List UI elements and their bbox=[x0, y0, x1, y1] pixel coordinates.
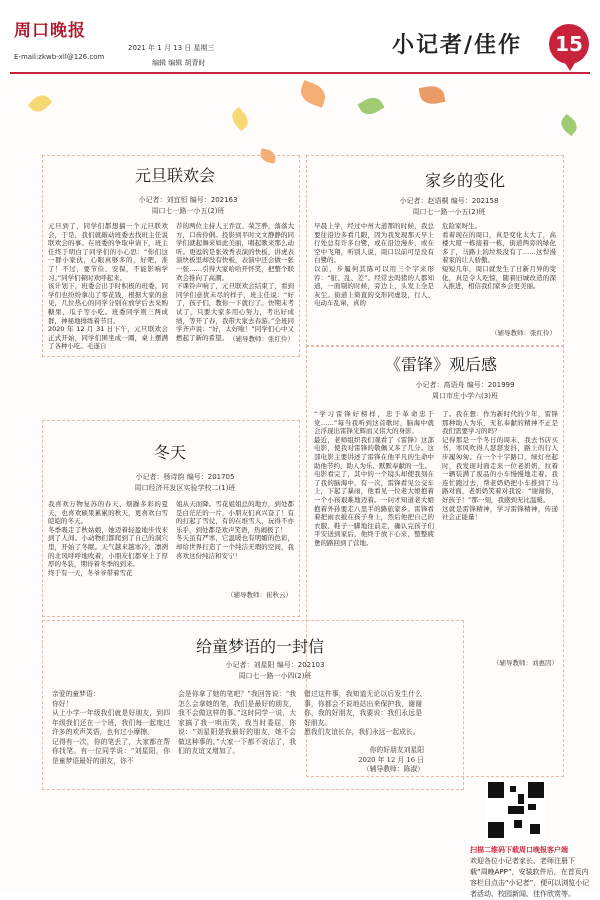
article-title: 冬天 bbox=[153, 443, 186, 462]
article-column: “学习雷锋好榜样，忠于革命忠于党……”每当我听到这首歌时，脑海中就会浮现出雷锋光辉而又伟大的身影。 最近，老师组织我们观看了《雷锋》这部电影，使我对雷锋的敬佩又多了几分。这部电影主要讲述了雷锋在他平凡的生命中助他节约、助人为乐、默默奉献的一生。 电影看完了，其中的一个镜头却使我刻在了我的脑海中，有一次，雷锋看见公交车上，下起了暴雨，他看见一位老大娘抱着一个小孩艰难地迈着。一问才知道老大娘抱着外孙要走八里半的路旅家乡。雷锋看着把雨衣披在孩子身上，然后他把自己的衣服、鞋子一脚地往前走，确认完孩子们平安送到家后，他终于放下心来，整整疲惫的路回到了营地。 bbox=[314, 410, 434, 547]
section-title: 小记者/佳作 bbox=[392, 32, 523, 58]
qr-module bbox=[518, 794, 524, 804]
promo-text: 欢迎各位小记者家长、老师注册下载“周晚APP”，安装软件后，在首页内容栏目点击“小记者”，便可以浏览小记者活动、校园新闻、佳作欣赏等。 bbox=[470, 857, 590, 898]
qr-finder bbox=[488, 782, 504, 798]
article-byline: 小记者：赵语桐 编号：202158 bbox=[399, 197, 499, 205]
article-school: 周口七一路一小五(2)班 bbox=[412, 208, 486, 216]
article-school: 周口七一路一小五(2)班 bbox=[151, 207, 225, 215]
teacher-credit: （辅导教师：张红伶） bbox=[229, 335, 294, 343]
article-column: 元旦到了，同学们都想搞一个元旦联欢会，于是，我们就敲动班委去找班主任说联欢会的事。在班委的争取申请下，班主任终于明白了同学们的小心思：“你们这一群小家伙，心眼真够多的，好吧，准了！不过，要节俭、安保，不能影响学习。”同学们顿时欢呼起来。 该计划下，班委会出手时积极的班委，同学们也纷纷拿出了零花钱，根据大家的意见，几位热心的同学分别在放学后去采购糖果、瓜子等小吃。班委同学则三两成群，神秘地排练着节目。 2020 年 12 月 31 日下午，元旦联欢会正式开始，同学们围坐成一圈，桌上摆满了各种小吃。毛遂自 bbox=[48, 222, 168, 351]
letter-column: 会是你拿了她的笔吧？”我回答说：“我怎么会拿她的笔，我们是最好的朋友，我不会做这样的事。”这时同学一说，大家搞了我一哄而笑，我当时委屈，你说：“刘星阳是我最好的朋友，她不会做这种事的。”大家一下都不说话了，我们的友谊又增加了。 bbox=[178, 690, 296, 755]
article-title: 家乡的变化 bbox=[424, 171, 505, 190]
article-column: 荐的两位主持人王乔宣、荣芝骅，落落大方，口齿伶俐。投影到平时文文静静的同学们就起舞来如此美丽，唱起歌来那么动听。更逗的是张效秀表演的快板，讲虎表演快板里却没有快板，表演中还会做一张一张……引得大家哈哈开怀笑，把整个联欢会推向了高潮。 下课铃声响了，元旦联欢会结束了，看到同学们意犹未尽的样子，班主任说：“好了，孩子们，教你一下就行了。快期末考试了，只要大家多用心努力，考出好成绩，等开了春，我带大家去春游。”全班同学齐声说：“好，太好啦！”同学们心中又燃起了新的希望。 bbox=[176, 222, 294, 342]
page-number-badge: 15 bbox=[549, 24, 589, 64]
qr-module bbox=[514, 820, 522, 828]
article-school: 周口七一路一小四(2)班 bbox=[238, 672, 312, 680]
article-title: 元旦联欢会 bbox=[134, 166, 215, 185]
decorative-leaf bbox=[28, 91, 53, 116]
qr-finder bbox=[488, 822, 504, 838]
qr-caption: 扫描二维码下载周口晚报客户端 bbox=[470, 846, 568, 854]
article-column: 危险家呀生。 看着现在的周口，真是变化太大了，高楼大厦一栋接着一栋，街道两旁的绿化多了，马路上的垃圾没有了……这悍漫着家的让人骄傲。 短短几年，周口就发生了日新月异的变化，真是令人吃惊，随着旧城改造的深入推进，相信我们家乡会更美丽。 bbox=[442, 222, 556, 291]
letter-column: 亲爱的童梦语： 你好！ 从上小学一年级我们就是好朋友，到四年级我们还在一个班，我们每一起度过许多的欢声笑语，也有过小摩擦。 记得有一次，你的笔丢了，大家都在帮你找笔。有一位同学说：“刘星阳，你是童梦语最好的朋友，你不 bbox=[52, 690, 170, 765]
issue-date: 2021 年 1 月 13 日 星期三 bbox=[128, 44, 215, 52]
article-column: 姐从天而降。雪花姐姐总的地方，到处都是白茫茫的一片，小朋友们真兴奋了！有的打起了雪仗，有的在堆雪人，玩得不亦乐乎，到处都是欢声笑语，热闹极了！ 冬天虽有严寒，它温暖也有明媚的色彩，却给世界打造了一个纯洁无瑕的空间，我喜欢这份纯洁和安宁！ bbox=[176, 500, 294, 560]
editor-credit: 编辑 编辑 胡青时 bbox=[152, 59, 206, 67]
teacher-credit: （辅导教师：崔秋云） bbox=[227, 591, 292, 599]
article-column: 我喜欢万物复苏的春天、烦躁多彩的夏天，也喜欢硕果累累的秋天，更喜欢白雪皑皑的冬天。 冬季吸走了秋姑娘，她迈着轻盈地步伐来到了人间。小动物们都爬到了自己的洞穴里，开始了冬眠。天气越来越寒冷，凛冽的北风呼呼地吹着，小朋友们都穿上了厚厚的冬装，期待着冬季的到来。 终于有一天，冬爷爷带着雪花 bbox=[48, 500, 168, 577]
letter-column: 错过这件事，我知道无论以后发生什么事，你都会不说地站出来保护我，谢谢你，我的好朋友，我要说：我们永远是好朋友。 愿我们友谊长存，我们永远一起成长。 bbox=[304, 690, 422, 736]
article-school: 周口市庄小学六(3)班 bbox=[432, 392, 498, 400]
article-column: 了。我在想：作为新时代的少年，雷锋那种助人为乐，无私奉献的精神不正是我们需要学习的吗？ 记得那是一个冬日的周末，我去书店买书，寒风吹得人瑟瑟发抖，路上的行人步履匆匆。在一个十字路口，绿灯亮起时，我发现对面走来一位老奶奶，拉着一辆装满了废品的小车慢慢地走着。我连忙跑过去，帮老奶奶把小车推到了马路对面，老奶奶笑着对我说：“谢谢你，好孩子！”那一刻，我感到无比温暖。 这就是雷锋精神，学习雷锋精神，传递社会正能量！ bbox=[442, 410, 558, 522]
article-column: 早晨上学，经过中州大道那的时候，我总要往沿边多看几眼，因为我发现那天早上行处总有许多白鹭，或在沿边漫步，或在空中飞翔，听别人说，周口以前可是没有白鹭的。 以前，步履何其陈可以用三个字来形容：“脏、乱、差”。经常去吗猪的人都知道，一面剔的时候，旁边上，头发上全是灰尘。街道上简直的交形同虚设，行人、电动车乱窜，真的 bbox=[314, 222, 434, 308]
decorative-leaf bbox=[297, 80, 328, 108]
article-byline: 小记者：高语舟 编号：201999 bbox=[415, 381, 515, 389]
masthead bbox=[0, 0, 600, 78]
contact-email: E-mail:zkwb-xll@126.com bbox=[14, 53, 105, 61]
article-byline: 小记者：刘宜恒 编号：202163 bbox=[138, 196, 238, 204]
decorative-leaf bbox=[357, 94, 384, 119]
decorative-leaf bbox=[558, 114, 581, 136]
header-rule bbox=[10, 72, 590, 74]
qr-module bbox=[528, 804, 536, 810]
article-byline: 小记者：杨诗韵 编号：201705 bbox=[135, 473, 235, 481]
decorative-leaf bbox=[419, 84, 446, 106]
qr-module bbox=[530, 824, 540, 834]
letter-closing: 你的好朋友刘星阳 2020 年 12 月 16 日 （辅导教师：陈淑） bbox=[358, 746, 424, 773]
decorative-leaf bbox=[228, 107, 252, 131]
qr-module bbox=[508, 806, 524, 814]
teacher-credit: （辅导教师：张红伶） bbox=[491, 329, 556, 337]
qr-finder bbox=[528, 782, 544, 798]
article-byline: 小记者：刘星阳 编号：202103 bbox=[225, 661, 325, 669]
article-title: 给童梦语的一封信 bbox=[195, 637, 324, 656]
app-promo bbox=[470, 845, 590, 900]
qr-code[interactable] bbox=[486, 780, 546, 840]
article-title: 《雷锋》观后感 bbox=[384, 355, 497, 374]
teacher-credit: （辅导教师：刘惠因） bbox=[493, 659, 558, 667]
article-school: 周口经济开发区实验学校二(1)班 bbox=[134, 484, 236, 492]
qr-module bbox=[510, 786, 516, 792]
newspaper-logo: 周口晚报 bbox=[14, 21, 86, 41]
